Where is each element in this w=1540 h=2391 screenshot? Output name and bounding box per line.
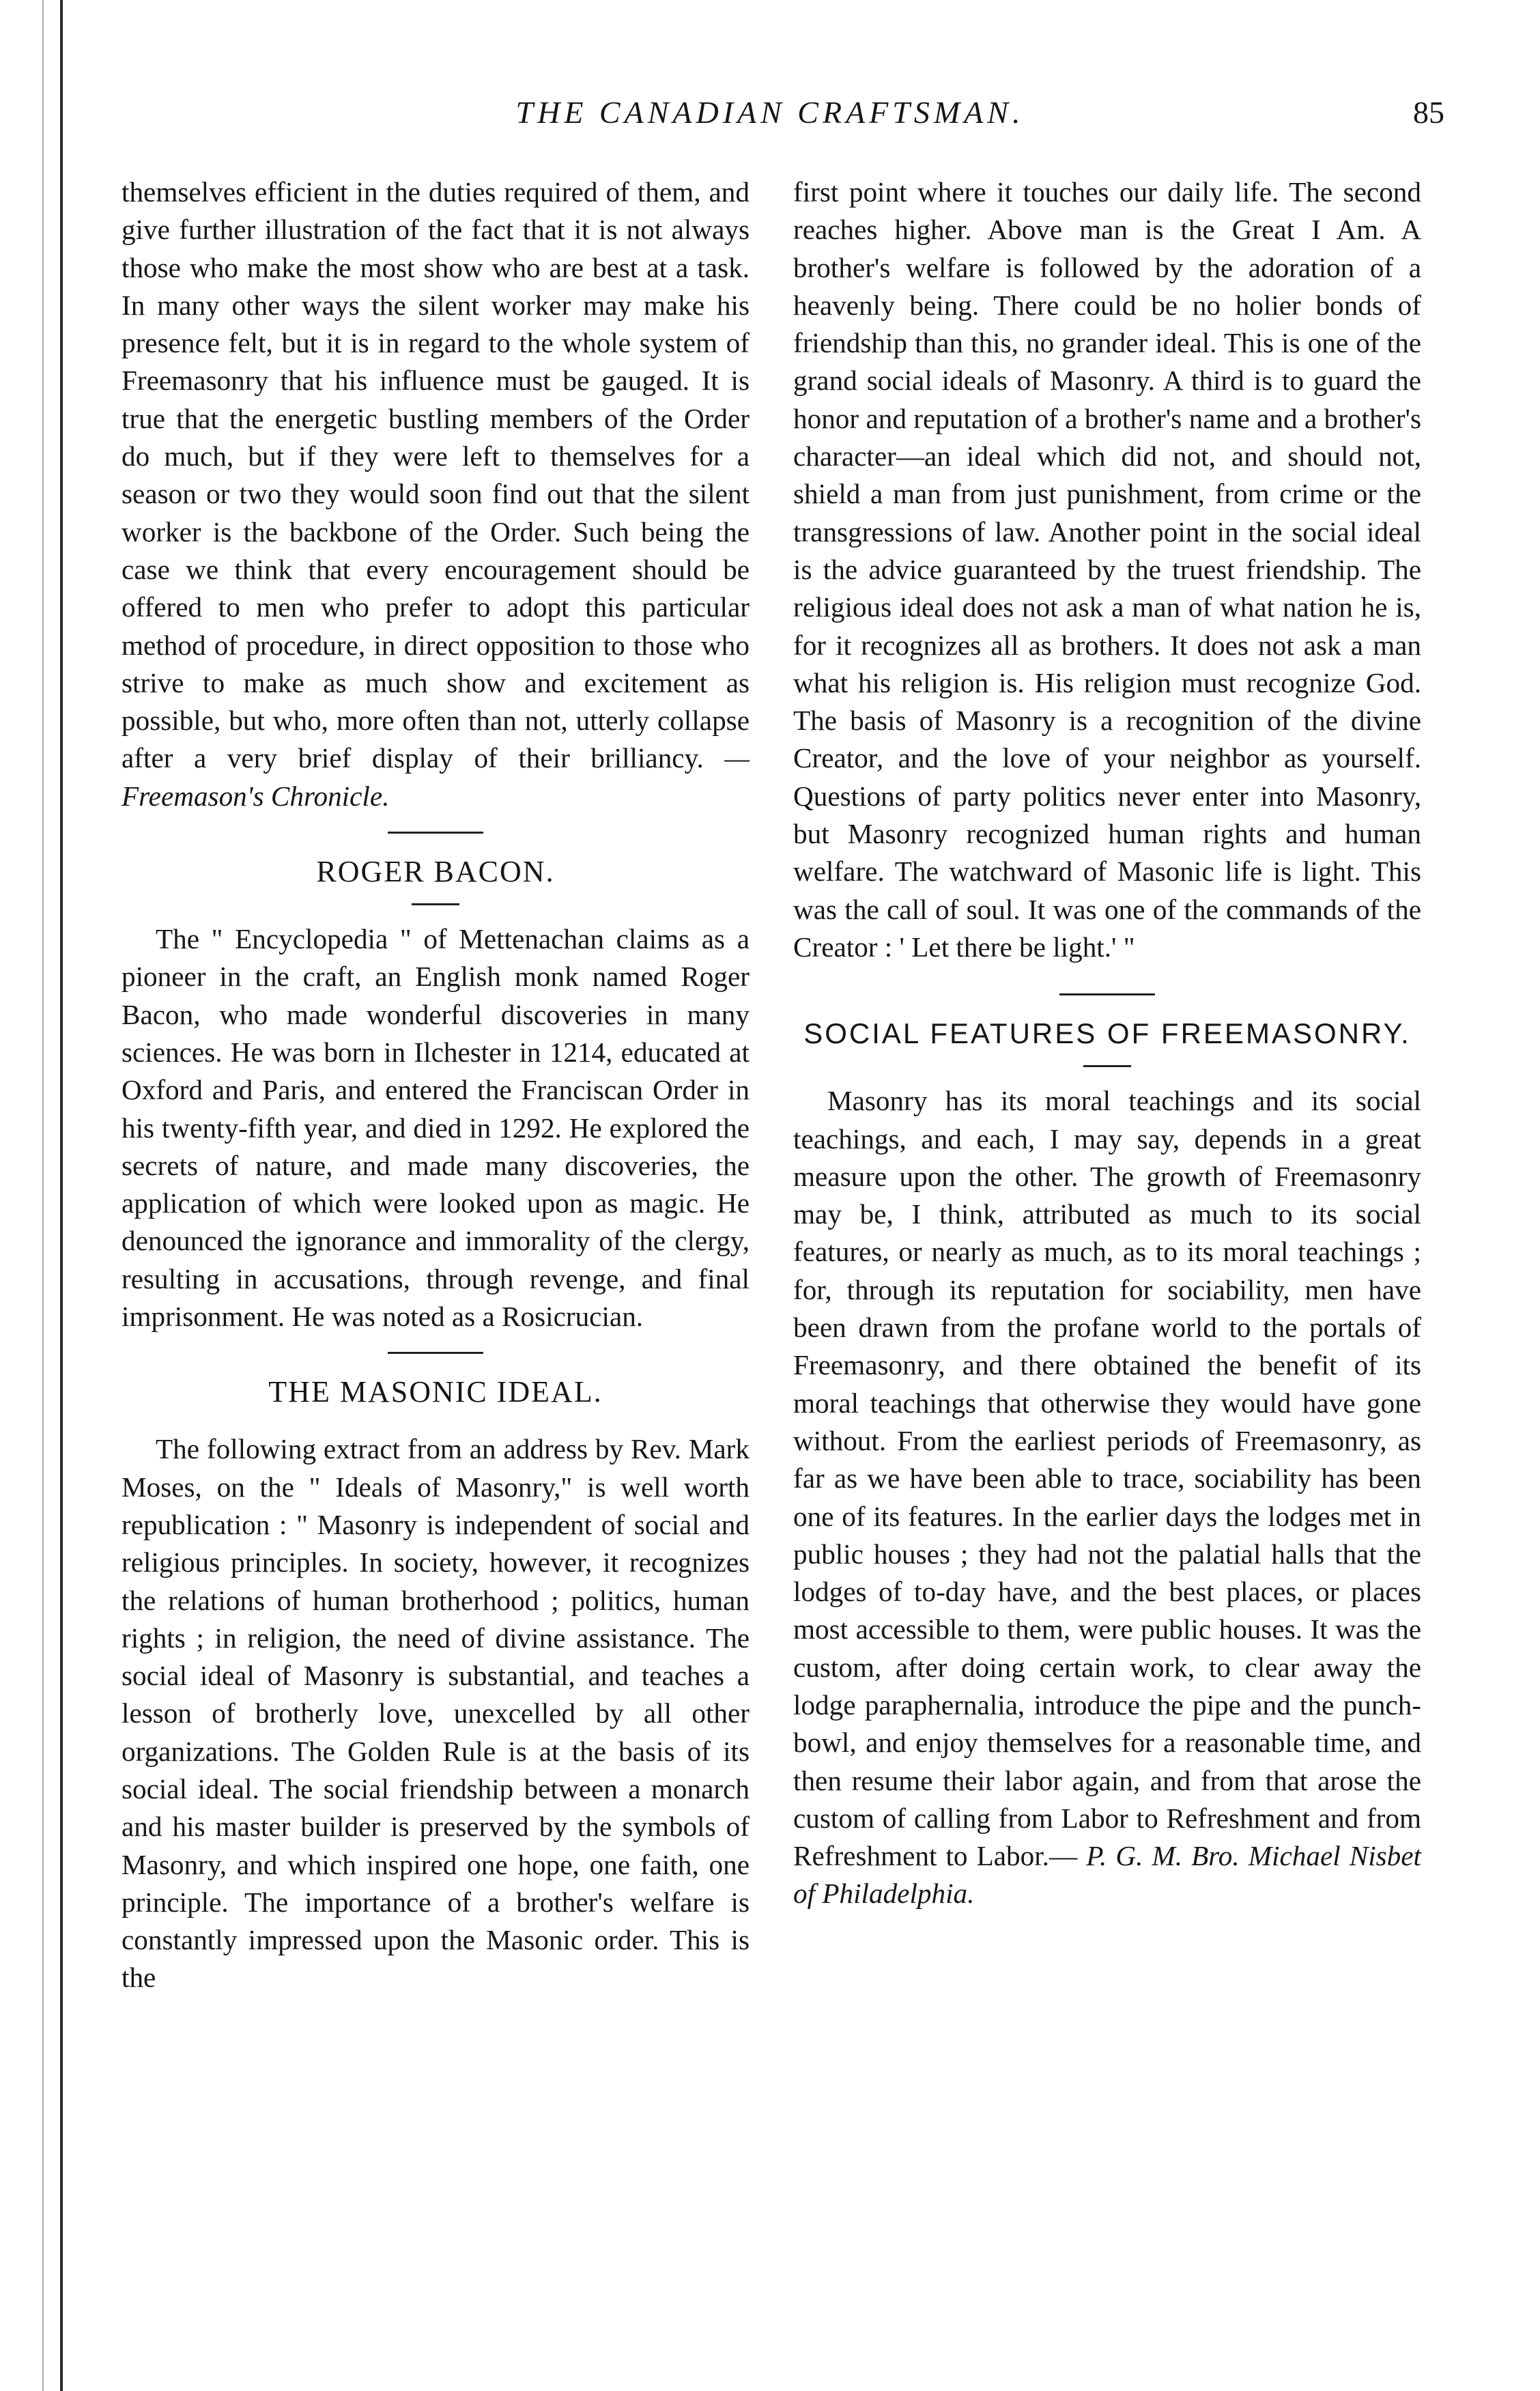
author-signature: P. G. M. Bro. Michael Nisbet of Philadelphia.: [793, 1840, 1421, 1910]
article-continuation: themselves efficient in the duties required of them, and give further illustration of the fact that it is not always those who make the most show who are best at a task. In many other ways the silent worker may make his presence felt, but it is in regard to the whole system of Freemasonry that his influence must be gauged. It is true that the energetic bustling members of the Order do much, but if they were left to themselves for a season or two they would soon find out that the silent worker is the backbone of the Order. Such being the case we think that every encouragement should be offered to men who prefer to adopt this particular method of procedure, in direct opposition to those who strive to make as much show and excitement as possible, but who, more often than not, utterly collapse after a very brief display of their brilliancy. —Freemason's Chronicle.: [122, 176, 750, 812]
article-social-features: Masonry has its moral teachings and its social teachings, and each, I may say, depends in a great measure upon the other. The growth of Freemasonry may be, I think, attributed as much to its social features, or nearly as much, as to its moral teachings ; for, through its reputation for sociability, men have been drawn from the profane world to the portals of Freemasonry, and there obtained the benefit of its moral teachings that otherwise they would have gone without. From the earliest periods of Freemasonry, as far as we have been able to trace, sociability has been one of its features. In the earlier days the lodges met in public houses ; they had not the palatial halls that the lodges of to-day have, and the best places, or places most accessible to them, were public houses. It was the custom, after doing certain work, to clear away the lodge paraphernalia, introduce the pipe and the punch-bowl, and enjoy themselves for a reasonable time, and then resume their labor again, and from that arose the custom of calling from Labor to Refreshment and from Refreshment to Labor.— P. G. M. Bro. Michael Nisbet of Philadelphia.: [793, 1085, 1421, 1910]
heading-roger-bacon: ROGER BACON.: [316, 855, 555, 889]
source-credit: —Freemason's Chronicle.: [122, 742, 750, 812]
running-title: THE CANADIAN CRAFTSMAN.: [515, 95, 1025, 130]
page-edge-line: [42, 0, 44, 2391]
section-divider: [1059, 993, 1155, 995]
article-roger-bacon: The " Encyclopedia " of Mettenachan claims as a pioneer in the craft, an English monk named Roger Bacon, who made wonderful discoveries in many sciences. He was born in Ilchester in 1214, educated at Oxford and Paris, and entered the Franciscan Order in his twenty-fifth year, and died in 1292. He explored the secrets of nature, and made many discoveries, the application of which were looked upon as magic. He denounced the ignorance and immorality of the clergy, resulting in accusations, through revenge, and final imprisonment. He was noted as a Rosicrucian.: [122, 923, 750, 1333]
heading-social-features: SOCIAL FEATURES OF FREEMASONRY.: [803, 1017, 1411, 1050]
page-number: 85: [1413, 95, 1444, 130]
heading-masonic-ideal: THE MASONIC IDEAL.: [268, 1375, 603, 1409]
article-masonic-ideal: The following extract from an address by Rev. Mark Moses, on the " Ideals of Masonry," is well worth republication : " Masonry is independent of social and religious principles. In society, however, it recognizes the relations of human brotherhood ; politics, human rights ; in religion, the need of divine assistance. The social ideal of Masonry is substantial, and teaches a lesson of brotherly love, unexcelled by all other organizations. The Golden Rule is at the basis of its social ideal. The social friendship between a monarch and his master builder is preserved by the symbols of Masonry, and which inspired one hope, one faith, one principle. The importance of a brother's welfare is constantly impressed upon the Masonic order. This is the: [122, 1433, 750, 1994]
article-masonic-ideal-continued: first point where it touches our daily life. The second reaches higher. Above man is the Great I Am. A brother's welfare is followed by the adoration of a heavenly being. There could be no holier bonds of friendship than this, no grander ideal. This is one of the grand social ideals of Masonry. A third is to guard the honor and reputation of a brother's name and a brother's character—an ideal which did not, and should not, shield a man from just punishment, from crime or the transgressions of law. Another point in the social ideal is the advice guaranteed by the truest friendship. The religious ideal does not ask a man of what nation he is, for it recognizes all as brothers. It does not ask a man what his religion is. His religion must recognize God. The basis of Masonry is a recognition of the divine Creator, and the love of your neighbor as yourself. Questions of party politics never enter into Masonry, but Masonry recognized human rights and human welfare. The watchward of Masonic life is light. This was the call of soul. It was one of the commands of the Creator : ' Let there be light.' ": [793, 176, 1421, 963]
binding-line: [60, 0, 63, 2391]
section-divider: [388, 832, 483, 834]
left-column: [122, 173, 750, 1997]
section-divider: [388, 1352, 483, 1354]
right-column: [793, 173, 1421, 1913]
